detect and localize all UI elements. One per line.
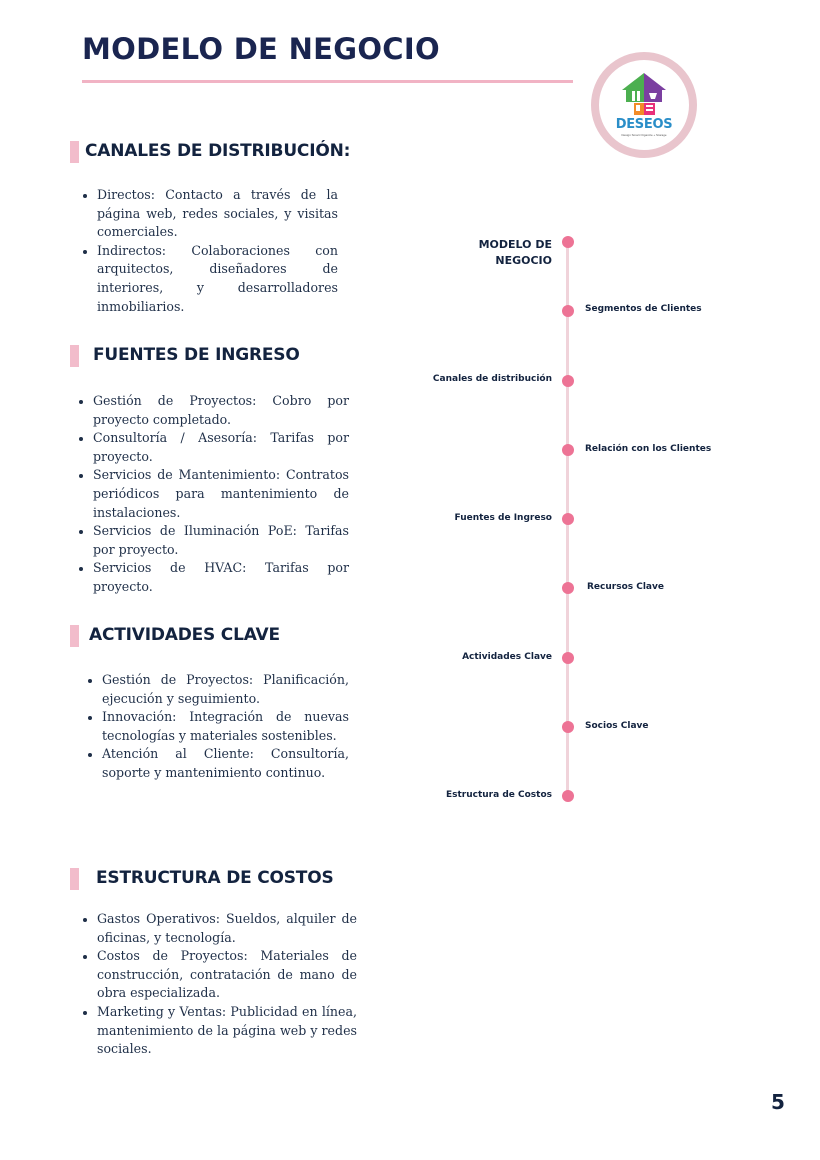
- section-marker: [70, 868, 79, 890]
- logo-tagline: Design Smart Organize + Storage: [621, 133, 667, 137]
- list-item: Indirectos: Colaboraciones con arquitectos, diseñadores de interiores, y desarrolladores inmobiliarios.: [97, 242, 338, 316]
- page-number: 5: [771, 1090, 785, 1114]
- logo-badge: [591, 52, 697, 158]
- list-item: Directos: Contacto a través de la página web, redes sociales, y visitas comerciales.: [97, 186, 338, 242]
- section-heading-costos: ESTRUCTURA DE COSTOS: [96, 868, 334, 888]
- section-marker: [70, 141, 79, 163]
- timeline-item-canales: Canales de distribución: [432, 374, 552, 384]
- page-title: MODELO DE NEGOCIO: [82, 32, 440, 66]
- timeline-item-fuentes: Fuentes de Ingreso: [454, 513, 552, 523]
- title-divider: [82, 80, 573, 83]
- timeline-dot: [562, 444, 574, 456]
- timeline-item-recursos: Recursos Clave: [587, 582, 664, 592]
- section-marker: [70, 345, 79, 367]
- timeline-dot: [562, 305, 574, 317]
- actividades-list: [102, 671, 349, 783]
- list-item: Gastos Operativos: Sueldos, alquiler de oficinas, y tecnología.: [97, 910, 357, 947]
- section-heading-actividades: ACTIVIDADES CLAVE: [89, 625, 280, 645]
- list-item: Servicios de Mantenimiento: Contratos periódicos para mantenimiento de instalaciones.: [93, 466, 349, 522]
- timeline-item-segmentos: Segmentos de Clientes: [585, 304, 702, 314]
- list-item: Innovación: Integración de nuevas tecnologías y materiales sostenibles.: [102, 708, 349, 745]
- list-item: Gestión de Proyectos: Planificación, ejecución y seguimiento.: [102, 671, 349, 708]
- timeline-item-relacion: Relación con los Clientes: [585, 444, 712, 454]
- timeline-item-costos: Estructura de Costos: [445, 790, 552, 800]
- costos-list: [97, 910, 357, 1059]
- list-item: Marketing y Ventas: Publicidad en línea, mantenimiento de la página web y redes sociales.: [97, 1003, 357, 1059]
- list-item: Atención al Cliente: Consultoría, soporte y mantenimiento continuo.: [102, 745, 349, 782]
- section-marker: [70, 625, 79, 647]
- list-item: Servicios de HVAC: Tarifas por proyecto.: [93, 559, 349, 596]
- timeline-dot: [562, 375, 574, 387]
- timeline-dot: [562, 582, 574, 594]
- list-item: Consultoría / Asesoría: Tarifas por proyecto.: [93, 429, 349, 466]
- timeline-item-actividades: Actividades Clave: [462, 652, 552, 662]
- timeline-dot: [562, 652, 574, 664]
- timeline-dot: [562, 236, 574, 248]
- timeline-dot: [562, 513, 574, 525]
- timeline-dot: [562, 721, 574, 733]
- list-item: Gestión de Proyectos: Cobro por proyecto completado.: [93, 392, 349, 429]
- canales-list: [97, 186, 338, 316]
- timeline-dot: [562, 790, 574, 802]
- list-item: Servicios de Iluminación PoE: Tarifas por proyecto.: [93, 522, 349, 559]
- fuentes-list: [93, 392, 349, 597]
- logo-wordmark: DESEOS: [615, 117, 673, 132]
- section-heading-fuentes: FUENTES DE INGRESO: [93, 345, 300, 365]
- timeline-title: MODELO DE NEGOCIO: [478, 238, 552, 267]
- timeline-item-socios: Socios Clave: [585, 721, 649, 731]
- section-heading-canales: CANALES DE DISTRIBUCIÓN:: [85, 141, 351, 161]
- list-item: Costos de Proyectos: Materiales de construcción, contratación de mano de obra especializada.: [97, 947, 357, 1003]
